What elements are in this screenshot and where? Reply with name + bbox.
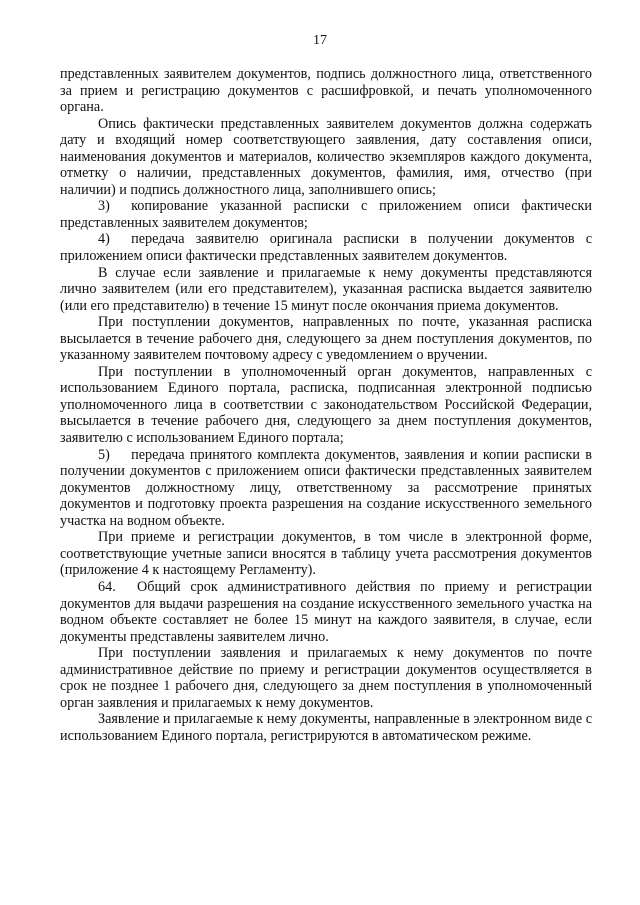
paragraph-inventory-contents: Опись фактически представленных заявителем документов должна содержать дату и входящий номер соответствующего заявления, дату составления описи, наименования документов и материалов, количество экземпляров каждого документа, отметку о наличии, представленных документов, фамилия, имя, отчество (при наличии) и подпись должностного лица, заполнившего опись; <box>60 115 592 198</box>
paragraph-item-4: 4) передача заявителю оригинала расписки в получении документов с приложением описи фактически представленных заявителем документов. <box>60 231 592 265</box>
paragraph-postal-receipt: При поступлении документов, направленных по почте, указанная расписка высылается в течение рабочего дня, следующего за днем поступления документов, по указанному заявителем почтовому адресу с уведомлением о вручении. <box>60 314 592 364</box>
page-number: 17 <box>313 33 327 48</box>
paragraph-portal-receipt: При поступлении в уполномоченный орган документов, направленных с использованием Единого портала, расписка, подписанная электронной подписью уполномоченного лица в соответствии с законодательством Российской Федерации, высылается в течение рабочего дня, следующего за днем поступления документов, заявителю с использованием Единого портала; <box>60 363 592 447</box>
paragraph-item-5: 5) передача принятого комплекта документов, заявления и копии расписки в получении документов с приложением описи фактически представленных заявителем документов должностному лицу, ответственному за рассмотрение принятых документов и подготовку проекта разрешения на создание искусственного земельного участка на водном объекте. <box>60 446 592 529</box>
paragraph-electronic-registration: Заявление и прилагаемые к нему документы, направленные в электронном виде с использованием Единого портала, регистрируются в автоматическом режиме. <box>60 711 593 744</box>
paragraph-clause-64: 64. Общий срок административного действия по приему и регистрации документов для выдачи разрешения на создание искусственного земельного участка на водном объекте составляет не более 15 минут на каждого заявителя, в случае, если документы представлены заявителем лично. <box>60 578 592 645</box>
paragraph-registration-table: При приеме и регистрации документов, в том числе в электронной форме, соответствующие учетные записи вносятся в таблицу учета рассмотрения документов (приложение 4 к настоящему Регламенту). <box>60 529 592 579</box>
paragraph-postal-deadline: При поступлении заявления и прилагаемых к нему документов по почте административное действие по приему и регистрации документов осуществляется в срок не позднее 1 рабочего дня, следующего за днем поступления в уполномоченный орган заявления и прилагаемых к нему документов. <box>60 645 592 711</box>
paragraph-in-person-receipt: В случае если заявление и прилагаемые к нему документы представляются лично заявителем (или его представителем), указанная расписка выдается заявителю (или его представителю) в течение 15 минут после окончания приема документов. <box>60 264 592 314</box>
paragraph-item-3: 3) копирование указанной расписки с приложением описи фактически представленных заявителем документов; <box>60 198 592 231</box>
paragraph-continuation: представленных заявителем документов, подпись должностного лица, ответственного за прием и регистрацию документов с расшифровкой, и печать уполномоченного органа. <box>60 66 592 116</box>
body-text <box>60 66 592 744</box>
